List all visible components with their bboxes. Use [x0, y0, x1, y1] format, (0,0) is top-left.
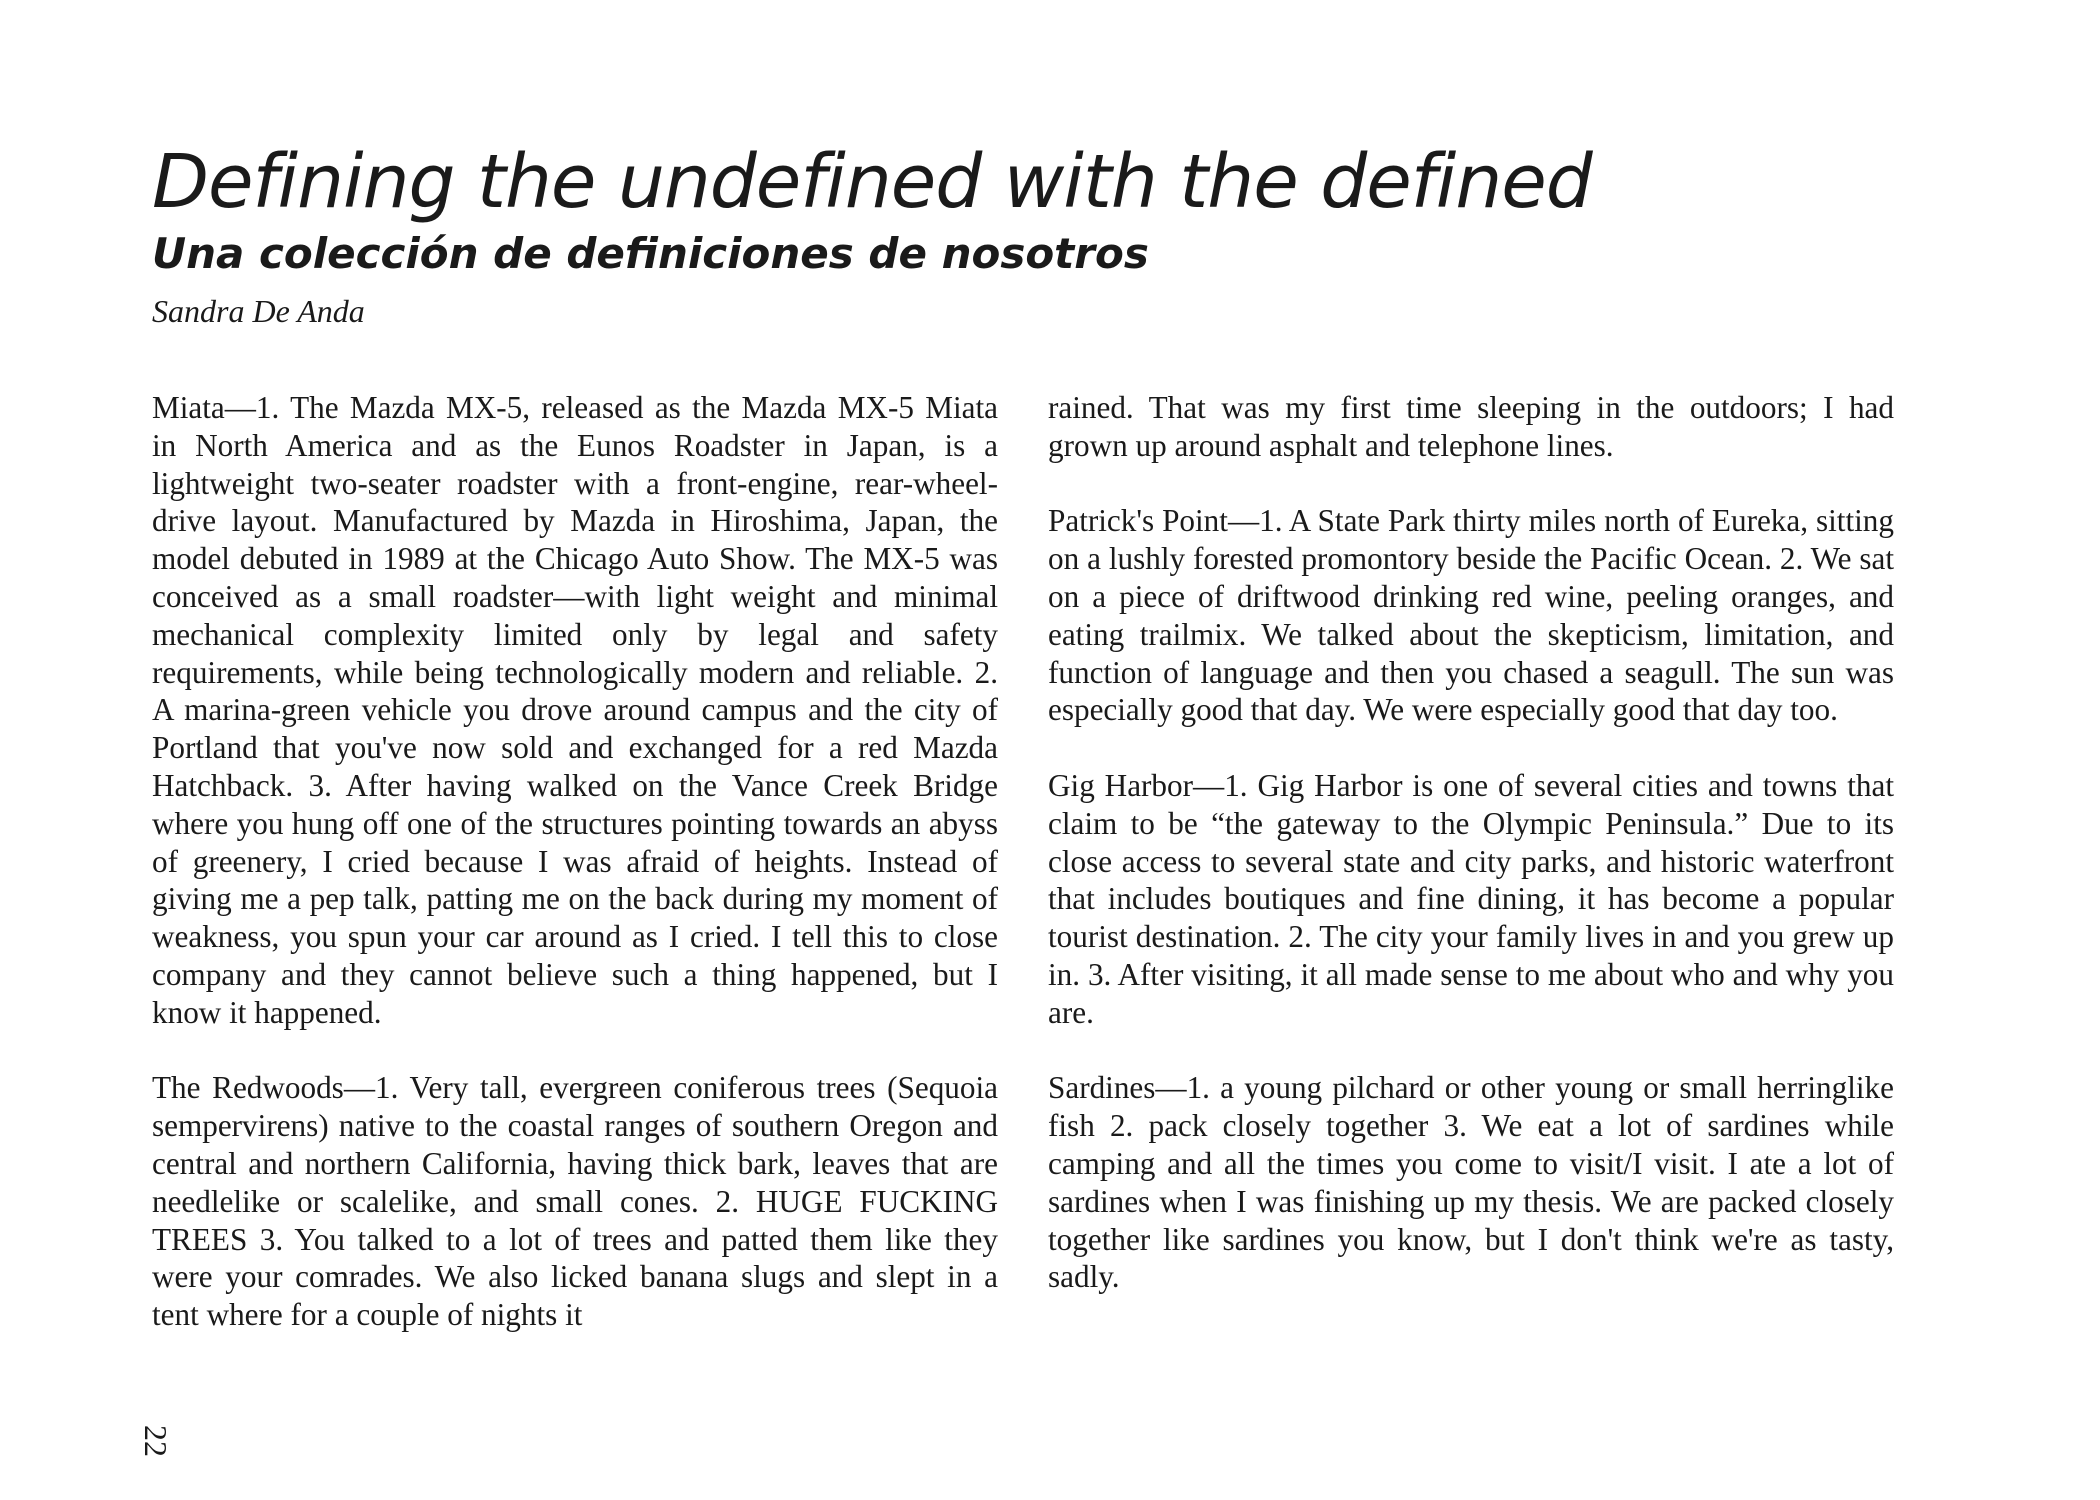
left-column	[152, 389, 998, 1372]
entry-redwoods: The Redwoods—1. Very tall, evergreen coniferous trees (Sequoia sempervirens) native to the coastal ranges of southern Oregon and central and northern California, having thick bark, leaves that are needlelike or scalelike, and small cones. 2. HUGE FUCKING TREES 3. You talked to a lot of trees and patted them like they were your comrades. We also licked banana slugs and slept in a tent where for a couple of nights it	[152, 1070, 998, 1333]
entry-sardines: Sardines—1. a young pilchard or other young or small herringlike fish 2. pack closely together 3. We eat a lot of sardines while camping and all the times you come to visit/I visit. I ate a lot of sardines when I was finishing up my thesis. We are packed closely together like sardines you know, but I don't think we're as tasty, sadly.	[1048, 1070, 1894, 1295]
entry-gig-harbor: Gig Harbor—1. Gig Harbor is one of several cities and towns that claim to be “the gateway to the Olympic Peninsula.” Due to its close access to several state and city parks, and historic waterfront that includes boutiques and fine dining, it has become a popular tourist destination. 2. The city your family lives in and you grew up in. 3. After visiting, it all made sense to me about who and why you are.	[1048, 767, 1894, 1030]
article-subtitle: Una colección de definiciones de nosotros	[152, 229, 1149, 278]
entry-patricks-point: Patrick's Point—1. A State Park thirty miles north of Eureka, sitting on a lushly forested promontory beside the Pacific Ocean. 2. We sat on a piece of driftwood drinking red wine, peeling oranges, and eating trailmix. We talked about the skepticism, limitation, and function of language and then you chased a seagull. The sun was especially good that day. We were especially good that day too.	[1048, 503, 1894, 728]
entry-miata: Miata—1. The Mazda MX-5, released as the Mazda MX-5 Miata in North America and as the Eunos Roadster in Japan, is a lightweight two-seater roadster with a front-engine, rear-wheel-drive layout. Manufactured by Mazda in Hiroshima, Japan, the model debuted in 1989 at the Chicago Auto Show. The MX-5 was conceived as a small roadster—with light weight and minimal mechanical complexity limited only by legal and safety requirements, while being technologically modern and reliable. 2. A marina-green vehicle you drove around campus and the city of Portland that you've now sold and exchanged for a red Mazda Hatchback. 3. After having walked on the Vance Creek Bridge where you hung off one of the structures pointing towards an abyss of greenery, I cried because I was afraid of heights. Instead of giving me a pep talk, patting me on the back during my moment of weakness, you spun your car around as I cried. I tell this to close company and they cannot believe such a thing happened, but I know it happened.	[152, 390, 998, 1030]
right-column	[1048, 389, 1894, 1334]
article-author: Sandra De Anda	[152, 293, 365, 329]
article-title: Defining the undefined with the defined	[152, 139, 1592, 225]
page-number: 22	[138, 1425, 174, 1457]
article-header	[152, 138, 1952, 334]
entry-redwoods-continued: rained. That was my first time sleeping in the outdoors; I had grown up around asphalt and telephone lines.	[1048, 390, 1894, 463]
